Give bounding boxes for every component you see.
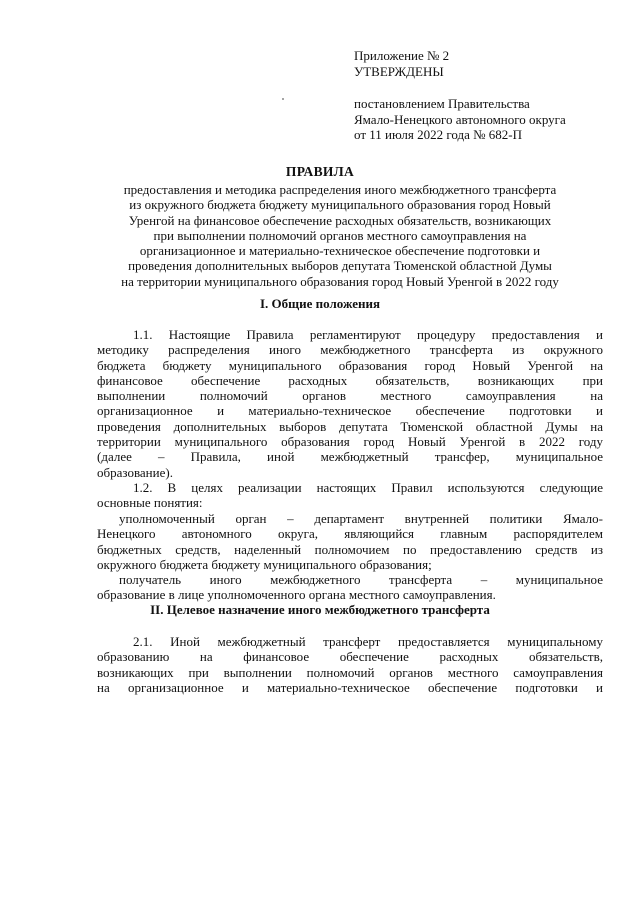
text-line: (далее – Правила, иной межбюджетный трансфер, муниципальное [97, 449, 603, 465]
subtitle-line: Уренгой на финансовое обеспечение расходных обязательств, возникающих [128, 212, 552, 228]
section-2-heading: II. Целевое назначение иного межбюджетного трансферта [150, 602, 490, 617]
text-line: уполномоченный орган – департамент внутренней политики Ямало- [119, 511, 603, 526]
text-line: выполнении полномочий органов местного самоуправления на [97, 388, 603, 404]
text-line: проведения дополнительных выборов депутата Тюменской областной Думы на [97, 418, 603, 434]
paragraph-1-1 [97, 327, 603, 480]
text-line: бюджетных средств, наделенный полномочием по предоставлению средств из [97, 541, 603, 557]
text-line: финансовое обеспечение расходных обязательств, возникающих при [97, 372, 603, 388]
subtitle-line: из окружного бюджета бюджету муниципального образования город Новый [129, 197, 551, 213]
subtitle-line: организационное и материально-техническое обеспечение подготовки и [139, 243, 541, 259]
text-line: получатель иного межбюджетного трансферта – муниципальное [119, 572, 603, 587]
text-line: территории муниципального образования город Новый Уренгой в 2022 году [97, 434, 603, 450]
text-line: 1.1. Настоящие Правила регламентируют процедуру предоставления и [133, 327, 603, 342]
text-line: методику распределения иного межбюджетного трансферта из окружного [97, 342, 603, 358]
subtitle-line: предоставления и методика распределения иного межбюджетного трансферта [123, 182, 557, 197]
resolution-date: от 11 июля 2022 года № 682-П [354, 127, 522, 142]
text-line: 2.1. Иной межбюджетный трансферт предоставляется муниципальному [133, 634, 603, 649]
subtitle-line: при выполнении полномочий органов местного самоуправления на [153, 227, 527, 243]
paragraph-2-1 [97, 634, 603, 695]
approved-label: УТВЕРЖДЕНЫ [354, 63, 444, 79]
definition-authorized-body [97, 511, 603, 572]
document-subtitle [70, 182, 610, 289]
text-line: основные понятия: [97, 495, 203, 511]
definition-recipient [97, 572, 603, 603]
paragraph-1-2 [97, 480, 603, 511]
subtitle-line: проведения дополнительных выборов депутата Тюменской областной Думы [128, 258, 552, 274]
appendix-number: Приложение № 2 [354, 48, 450, 63]
government-name: Ямало-Ненецкого автономного округа [354, 111, 566, 127]
text-line: возникающих при выполнении полномочий органов местного самоуправления [97, 664, 603, 680]
text-line: образованию на финансовое обеспечение расходных обязательств, [97, 649, 603, 665]
text-line: на организационное и материально-техническое обеспечение подготовки и [97, 679, 603, 695]
text-line: бюджета бюджету муниципального образования город Новый Уренгой на [97, 357, 603, 373]
text-line: организационное и материально-техническое обеспечение подготовки и [97, 403, 603, 419]
text-line: образование в лице уполномоченного органа местного самоуправления. [97, 587, 496, 603]
text-line: образование). [97, 464, 173, 480]
text-line: окружного бюджета бюджету муниципального образования; [97, 556, 432, 572]
subtitle-line: на территории муниципального образования город Новый Уренгой в 2022 году [121, 273, 559, 289]
text-line: 1.2. В целях реализации настоящих Правил используются следующие [133, 480, 603, 495]
text-line: Ненецкого автономного округа, являющийся главным распорядителем [97, 526, 603, 542]
resolution-line: постановлением Правительства [354, 96, 530, 111]
document-title: ПРАВИЛА [285, 164, 355, 179]
approval-block [354, 48, 624, 143]
section-1-heading: I. Общие положения [260, 296, 380, 311]
scan-speck [282, 98, 284, 100]
